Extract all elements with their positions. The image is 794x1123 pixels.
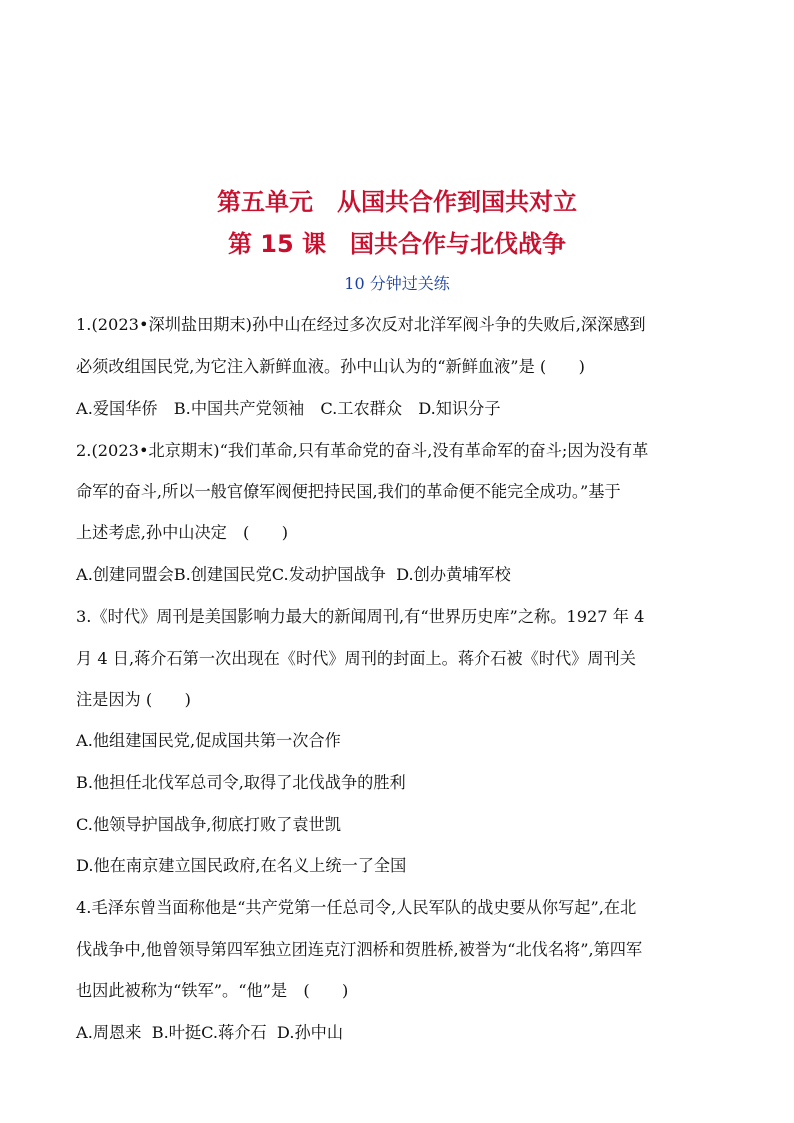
- question-4-stem-line-1: 4.毛泽东曾当面称他是“共产党第一任总司令,人民军队的战史要从你写起”,在北: [76, 898, 637, 917]
- question-3-stem-line-2: 月 4 日,蒋介石第一次出现在《时代》周刊的封面上。蒋介石被《时代》周刊关: [76, 649, 636, 668]
- lesson-title: 第 15 课 国共合作与北伐战争: [227, 230, 567, 258]
- question-3-option-c: C.他领导护国战争,彻底打败了袁世凯: [76, 815, 341, 834]
- question-4-stem-line-3: 也因此被称为“铁军”。“他”是 ( ): [76, 981, 349, 1000]
- question-1-stem-line-1: 1.(2023•深圳盐田期末)孙中山在经过多次反对北洋军阀斗争的失败后,深深感到: [76, 315, 646, 334]
- unit-title: 第五单元 从国共合作到国共对立: [217, 188, 577, 216]
- question-2-stem-line-1: 2.(2023•北京期末)“我们革命,只有革命党的奋斗,没有革命军的奋斗;因为没有革: [76, 441, 649, 460]
- practice-label: 10 分钟过关练: [344, 274, 450, 293]
- question-3-stem-line-1: 3.《时代》周刊是美国影响力最大的新闻周刊,有“世界历史库”之称。1927 年 4: [76, 607, 645, 626]
- question-3-option-d: D.他在南京建立国民政府,在名义上统一了全国: [76, 856, 407, 875]
- question-2-stem-line-3: 上述考虑,孙中山决定 ( ): [76, 523, 289, 542]
- question-3-option-b: B.他担任北伐军总司令,取得了北伐战争的胜利: [76, 773, 406, 792]
- question-2-options: A.创建同盟会B.创建国民党C.发动护国战争 D.创办黄埔军校: [76, 565, 511, 584]
- question-1-options: A.爱国华侨 B.中国共产党领袖 C.工农群众 D.知识分子: [76, 399, 501, 418]
- question-3-stem-line-3: 注是因为 ( ): [76, 690, 191, 709]
- question-3-option-a: A.他组建国民党,促成国共第一次合作: [76, 731, 341, 750]
- question-1-stem-line-2: 必须改组国民党,为它注入新鲜血液。孙中山认为的“新鲜血液”是 ( ): [76, 357, 585, 376]
- question-2-stem-line-2: 命军的奋斗,所以一般官僚军阀便把持民国,我们的革命便不能完全成功。”基于: [76, 482, 621, 501]
- question-4-options: A.周恩来 B.叶挺C.蒋介石 D.孙中山: [76, 1023, 344, 1042]
- question-4-stem-line-2: 伐战争中,他曾领导第四军独立团连克汀泗桥和贺胜桥,被誉为“北伐名将”,第四军: [76, 940, 643, 959]
